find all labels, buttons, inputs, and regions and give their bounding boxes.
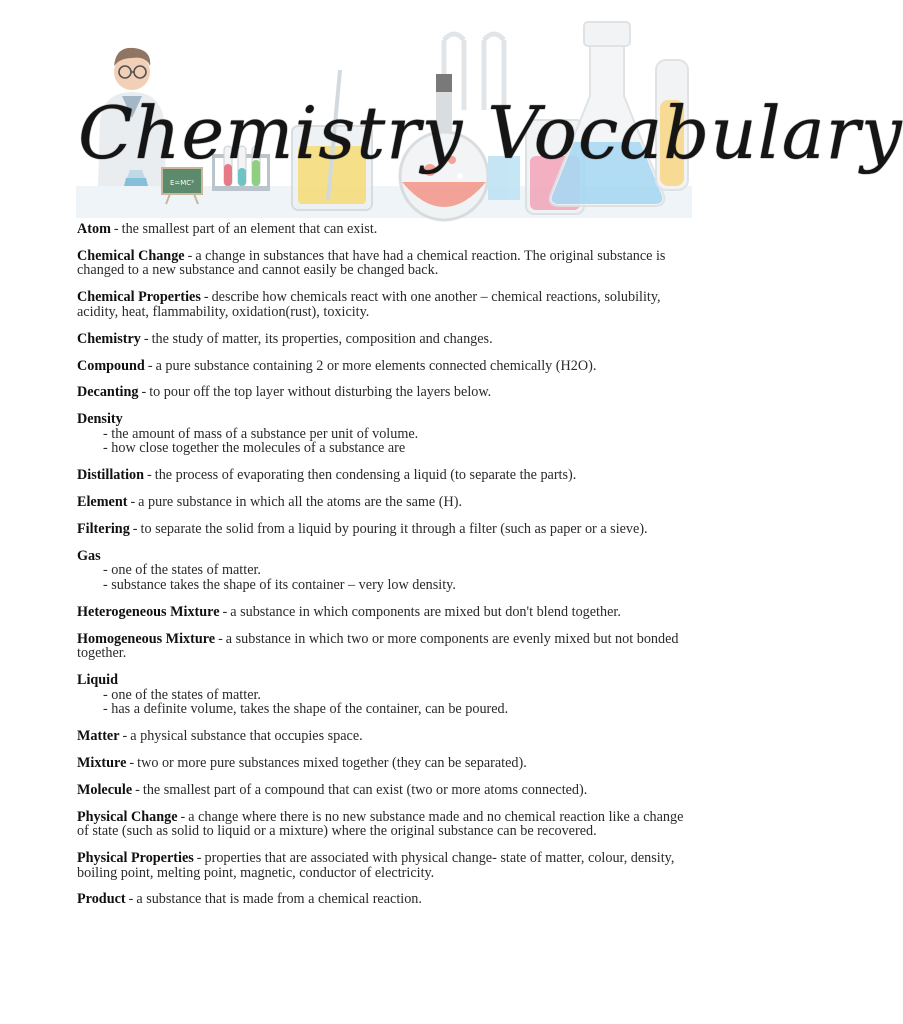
vocabulary-term: Mixture xyxy=(77,754,127,771)
vocabulary-entry xyxy=(77,412,692,456)
term-separator: - xyxy=(147,357,153,374)
vocabulary-term: Physical Properties xyxy=(77,850,194,867)
vocabulary-definition: a substance in which two or more components are evenly mixed but not bonded together. xyxy=(77,630,679,662)
vocabulary-entry xyxy=(77,605,692,620)
vocabulary-definition: a pure substance in which all the atoms are the same (H). xyxy=(138,494,463,511)
page-title: Chemistry Vocabulary xyxy=(78,91,903,175)
vocabulary-definition: to separate the solid from a liquid by pouring it through a filter (such as paper or a sieve). xyxy=(140,521,648,538)
vocabulary-definition: a change where there is no new substance made and no chemical reaction like a change of state (such as solid to liquid or a mixture) where the original substance can be recovered. xyxy=(77,808,684,840)
vocabulary-definition: a substance that is made from a chemical reaction. xyxy=(136,891,422,908)
vocabulary-term: Distillation xyxy=(77,467,145,484)
vocabulary-entry xyxy=(77,756,692,771)
term-separator: - xyxy=(132,521,138,538)
vocabulary-term: Physical Change xyxy=(77,808,178,825)
vocabulary-term: Liquid xyxy=(77,672,119,689)
vocabulary-sub-definition: - one of the states of matter. xyxy=(103,686,261,703)
vocabulary-definition: a pure substance containing 2 or more elements connected chemically (H2O). xyxy=(155,357,597,374)
vocabulary-entry xyxy=(77,359,692,374)
vocabulary-term: Chemistry xyxy=(77,330,141,347)
vocabulary-definition: a physical substance that occupies space. xyxy=(130,727,363,744)
vocabulary-term: Matter xyxy=(77,727,120,744)
vocabulary-entry xyxy=(77,729,692,744)
vocabulary-entry xyxy=(77,549,692,593)
vocabulary-term: Product xyxy=(77,891,126,908)
vocabulary-entry xyxy=(77,892,692,907)
term-separator: - xyxy=(147,467,152,484)
vocabulary-sub-definition: - the amount of mass of a substance per unit of volume. xyxy=(103,425,419,442)
vocabulary-sub-definition: - one of the states of matter. xyxy=(103,562,261,579)
vocabulary-term: Compound xyxy=(77,357,145,374)
vocabulary-term: Chemical Properties xyxy=(77,289,201,306)
vocabulary-entry xyxy=(77,673,692,717)
vocabulary-entry xyxy=(77,783,692,798)
term-separator: - xyxy=(203,289,209,306)
vocabulary-entry xyxy=(77,495,692,510)
term-separator: - xyxy=(141,384,147,401)
vocabulary-term: Atom xyxy=(77,221,111,237)
vocabulary-definition: the smallest part of an element that can exist. xyxy=(121,221,378,237)
vocabulary-list xyxy=(77,222,692,919)
term-separator: - xyxy=(180,808,186,825)
vocabulary-entry xyxy=(77,632,692,661)
vocabulary-term: Molecule xyxy=(77,781,133,798)
term-separator: - xyxy=(135,781,140,798)
vocabulary-term: Filtering xyxy=(77,521,130,538)
term-separator: - xyxy=(113,221,119,237)
header-illustration xyxy=(0,0,903,222)
vocabulary-sub-definition: - how close together the molecules of a substance are xyxy=(103,440,406,457)
vocabulary-definition: the smallest part of a compound that can exist (two or more atoms connected). xyxy=(142,781,588,798)
term-separator: - xyxy=(196,850,202,867)
vocabulary-definition: properties that are associated with physical change- state of matter, colour, density, boiling point, melting point, magnetic, conductor of electricity. xyxy=(77,850,675,881)
vocabulary-term: Element xyxy=(77,494,128,511)
vocabulary-term: Chemical Change xyxy=(77,247,185,264)
vocabulary-definition: the process of evaporating then condensing a liquid (to separate the parts). xyxy=(154,467,577,484)
vocabulary-entry xyxy=(77,222,692,237)
term-separator: - xyxy=(187,247,193,264)
vocabulary-entry xyxy=(77,468,692,483)
term-separator: - xyxy=(129,754,135,771)
vocabulary-definition: a change in substances that have had a chemical reaction. The original substance is changed to a new substance and cannot easily be changed back. xyxy=(77,247,666,279)
vocabulary-term: Density xyxy=(77,411,123,428)
vocabulary-entry xyxy=(77,290,692,319)
vocabulary-definition: describe how chemicals react with one another – chemical reactions, solubility, acidity, heat, flammability, oxidation(rust), toxicity. xyxy=(77,289,661,320)
blackboard-label: E=MC² xyxy=(169,179,195,187)
vocabulary-sub-definition: - substance takes the shape of its container – very low density. xyxy=(103,576,456,593)
vocabulary-entry xyxy=(77,332,692,347)
vocabulary-definition: to pour off the top layer without disturbing the layers below. xyxy=(149,384,492,401)
vocabulary-entry xyxy=(77,522,692,537)
vocabulary-term: Gas xyxy=(77,547,101,564)
vocabulary-term: Decanting xyxy=(77,384,139,401)
term-separator: - xyxy=(222,603,228,620)
vocabulary-definition: two or more pure substances mixed together (they can be separated). xyxy=(137,754,527,771)
vocabulary-sub-definition: - has a definite volume, takes the shape of the container, can be poured. xyxy=(103,701,509,718)
term-separator: - xyxy=(130,494,136,511)
term-separator: - xyxy=(143,330,149,347)
vocabulary-term: Homogeneous Mixture xyxy=(77,630,216,647)
vocabulary-term: Heterogeneous Mixture xyxy=(77,603,220,620)
vocabulary-entry xyxy=(77,249,692,278)
term-separator: - xyxy=(218,630,223,647)
vocabulary-definition: the study of matter, its properties, composition and changes. xyxy=(151,330,493,347)
vocabulary-entry xyxy=(77,851,692,880)
term-separator: - xyxy=(128,891,134,908)
vocabulary-definition: a substance in which components are mixed but don't blend together. xyxy=(230,603,621,620)
vocabulary-entry xyxy=(77,385,692,400)
vocabulary-entry xyxy=(77,810,692,839)
term-separator: - xyxy=(122,727,128,744)
